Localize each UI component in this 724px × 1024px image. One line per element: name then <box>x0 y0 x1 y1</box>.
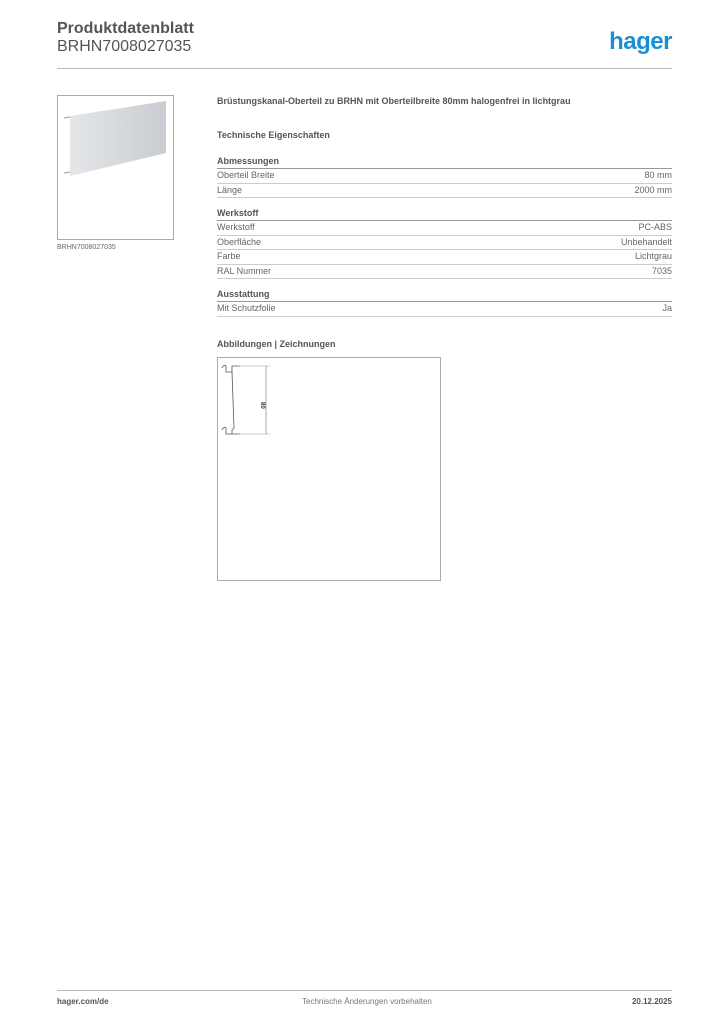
drawings-heading: Abbildungen | Zeichnungen <box>217 339 336 349</box>
product-image <box>57 95 174 240</box>
tech-heading: Technische Eigenschaften <box>217 130 330 140</box>
spec-value: 80 mm <box>644 170 672 180</box>
header-divider <box>57 68 672 69</box>
spec-section <box>217 156 672 198</box>
spec-row <box>217 184 672 199</box>
footer-website[interactable]: hager.com/de <box>57 997 109 1006</box>
spec-row <box>217 250 672 265</box>
product-code: BRHN7008027035 <box>57 38 192 55</box>
spec-row <box>217 236 672 251</box>
spec-section <box>217 208 672 279</box>
product-description: Brüstungskanal-Oberteil zu BRHN mit Oberteilbreite 80mm halogenfrei in lichtgrau <box>217 96 571 106</box>
section-title: Ausstattung <box>217 289 672 302</box>
spec-key: Länge <box>217 184 243 195</box>
spec-value: Lichtgrau <box>634 251 672 261</box>
product-details <box>217 96 672 327</box>
spec-row <box>217 302 672 317</box>
section-title: Werkstoff <box>217 208 672 221</box>
technical-drawing <box>217 357 441 581</box>
dimension-label: 80 <box>259 402 265 409</box>
section-title: Abmessungen <box>217 156 672 169</box>
image-caption: BRHN7008027035 <box>57 244 116 251</box>
page-title: Produktdatenblatt <box>57 20 194 37</box>
hager-logo: hager <box>609 28 672 55</box>
spec-key: RAL Nummer <box>217 265 272 276</box>
footer-date: 20.12.2025 <box>631 997 672 1006</box>
spec-section <box>217 289 672 317</box>
spec-value: Unbehandelt <box>620 236 672 247</box>
spec-value: PC-ABS <box>638 222 672 232</box>
spec-row <box>217 169 672 184</box>
spec-value: 7035 <box>651 265 672 276</box>
spec-row <box>217 265 672 280</box>
spec-key: Oberteil Breite <box>217 170 275 180</box>
footer-note: Technische Änderungen vorbehalten <box>302 997 432 1006</box>
spec-key: Mit Schutzfolie <box>217 303 276 313</box>
spec-key: Oberfläche <box>217 236 262 247</box>
spec-key: Farbe <box>217 251 241 261</box>
spec-row <box>217 221 672 236</box>
spec-value: 2000 mm <box>634 184 672 195</box>
spec-value: Ja <box>662 303 672 313</box>
spec-key: Werkstoff <box>217 222 255 232</box>
footer-divider <box>57 990 672 991</box>
